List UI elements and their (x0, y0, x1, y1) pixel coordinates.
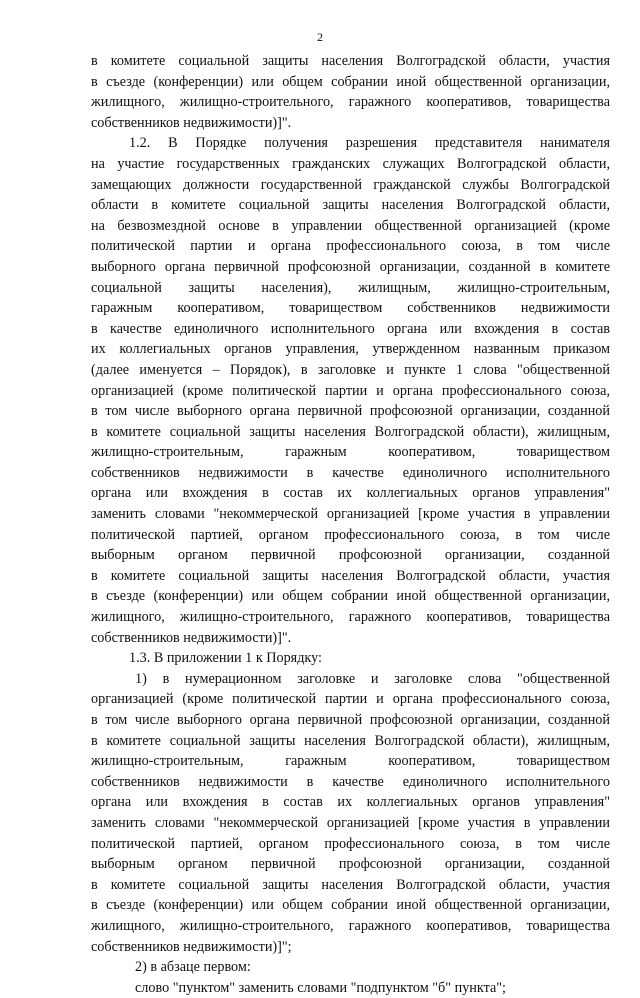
document-text-line: на участие государственных гражданских служащих Волгоградской области, (91, 155, 610, 172)
document-text-line: жилищного, жилищно-строительного, гаражного кооперативов, товарищества (91, 917, 610, 934)
document-text-line: в качестве единоличного исполнительного органа или вхождения в состав (91, 320, 610, 337)
document-text-line: выборным органом первичной профсоюзной организации, созданной (91, 547, 610, 564)
document-text-line: социальной защиты населения), жилищным, жилищно-строительным, (91, 279, 610, 296)
document-text-line: замещающих должности государственной гражданской службы Волгоградской (91, 176, 610, 193)
document-text-line: в комитете социальной защиты населения Волгоградской области), жилищным, (91, 732, 610, 749)
document-text-line: в том числе выборного органа первичной профсоюзной организации, созданной (91, 712, 610, 728)
document-text-line: жилищного, жилищно-строительного, гаражного кооперативов, товарищества (91, 609, 610, 626)
document-text-line: политической партией, органом профессионального союза, в том числе (91, 835, 610, 852)
document-text-line: организацией (кроме политической партии и органа профессионального союза, (91, 382, 610, 399)
document-text-line: выборным органом первичной профсоюзной организации, созданной (91, 856, 610, 873)
document-body (91, 51, 610, 998)
document-text-line: в комитете социальной защиты населения Волгоградской области, участия (91, 876, 610, 893)
document-text-line: заменить словами "некоммерческой организацией [кроме участия в управлении (91, 814, 610, 831)
document-text-line: политической партии и органа профессионального союза, в том числе (91, 238, 610, 255)
document-text-line: в съезде (конференции) или общем собрании иной общественной организации, (91, 897, 610, 914)
document-text-line: в комитете социальной защиты населения Волгоградской области, участия (91, 567, 610, 584)
document-text-line: собственников недвижимости в качестве единоличного исполнительного (91, 773, 610, 790)
document-text-line: собственников недвижимости)]". (91, 629, 292, 646)
document-text-line: в комитете социальной защиты населения Волгоградской области, участия (91, 53, 610, 69)
document-text-line: в съезде (конференции) или общем собрании иной общественной организации, (91, 588, 610, 605)
document-text-line: в съезде (конференции) или общем собрании иной общественной организации, (91, 73, 610, 90)
document-text-line: заменить словами "некоммерческой организацией [кроме участия в управлении (91, 506, 610, 523)
document-text-line: 1) в нумерационном заголовке и заголовке слова "общественной (135, 670, 610, 687)
document-text-line: органа или вхождения в состав их коллегиальных органов управления" (91, 485, 610, 502)
document-text-line: органа или вхождения в состав их коллегиальных органов управления" (91, 794, 610, 811)
document-text-line: собственников недвижимости)]". (91, 114, 292, 131)
document-text-line: области в комитете социальной защиты населения Волгоградской области, (91, 197, 610, 214)
document-text-line: на безвозмездной основе в управлении общественной организацией (кроме (91, 217, 610, 234)
page-number: 2 (317, 30, 323, 44)
document-text-line: политической партией, органом профессионального союза, в том числе (91, 526, 610, 543)
document-text-line: собственников недвижимости в качестве единоличного исполнительного (91, 464, 610, 481)
document-text-line: слово "пунктом" заменить словами "подпунктом "б" пункта"; (135, 979, 506, 996)
document-text-line: 1.2. В Порядке получения разрешения представителя нанимателя (129, 135, 610, 152)
document-text-line: в том числе выборного органа первичной профсоюзной организации, созданной (91, 403, 610, 420)
document-text-line: 2) в абзаце первом: (135, 959, 251, 976)
document-text-line: организацией (кроме политической партии и органа профессионального союза, (91, 691, 610, 708)
document-text-line: (далее именуется – Порядок), в заголовке и пункте 1 слова "общественной (91, 361, 610, 378)
document-text-line: гаражным кооперативом, товариществом собственников недвижимости (91, 300, 610, 317)
document-text-line: выборного органа первичной профсоюзной организации, созданной в комитете (91, 258, 610, 275)
document-text-line: жилищно-строительным, гаражным кооперативом, товариществом (91, 753, 610, 770)
document-text-line: их коллегиальных органов управления, утвержденном названным приказом (91, 341, 610, 358)
document-text-line: в комитете социальной защиты населения Волгоградской области), жилищным, (91, 423, 610, 440)
document-text-line: жилищного, жилищно-строительного, гаражного кооперативов, товарищества (91, 94, 610, 111)
document-text-line: 1.3. В приложении 1 к Порядку: (129, 650, 322, 667)
document-text-line: жилищно-строительным, гаражным кооперативом, товариществом (91, 444, 610, 461)
document-text-line: собственников недвижимости)]"; (91, 938, 292, 955)
